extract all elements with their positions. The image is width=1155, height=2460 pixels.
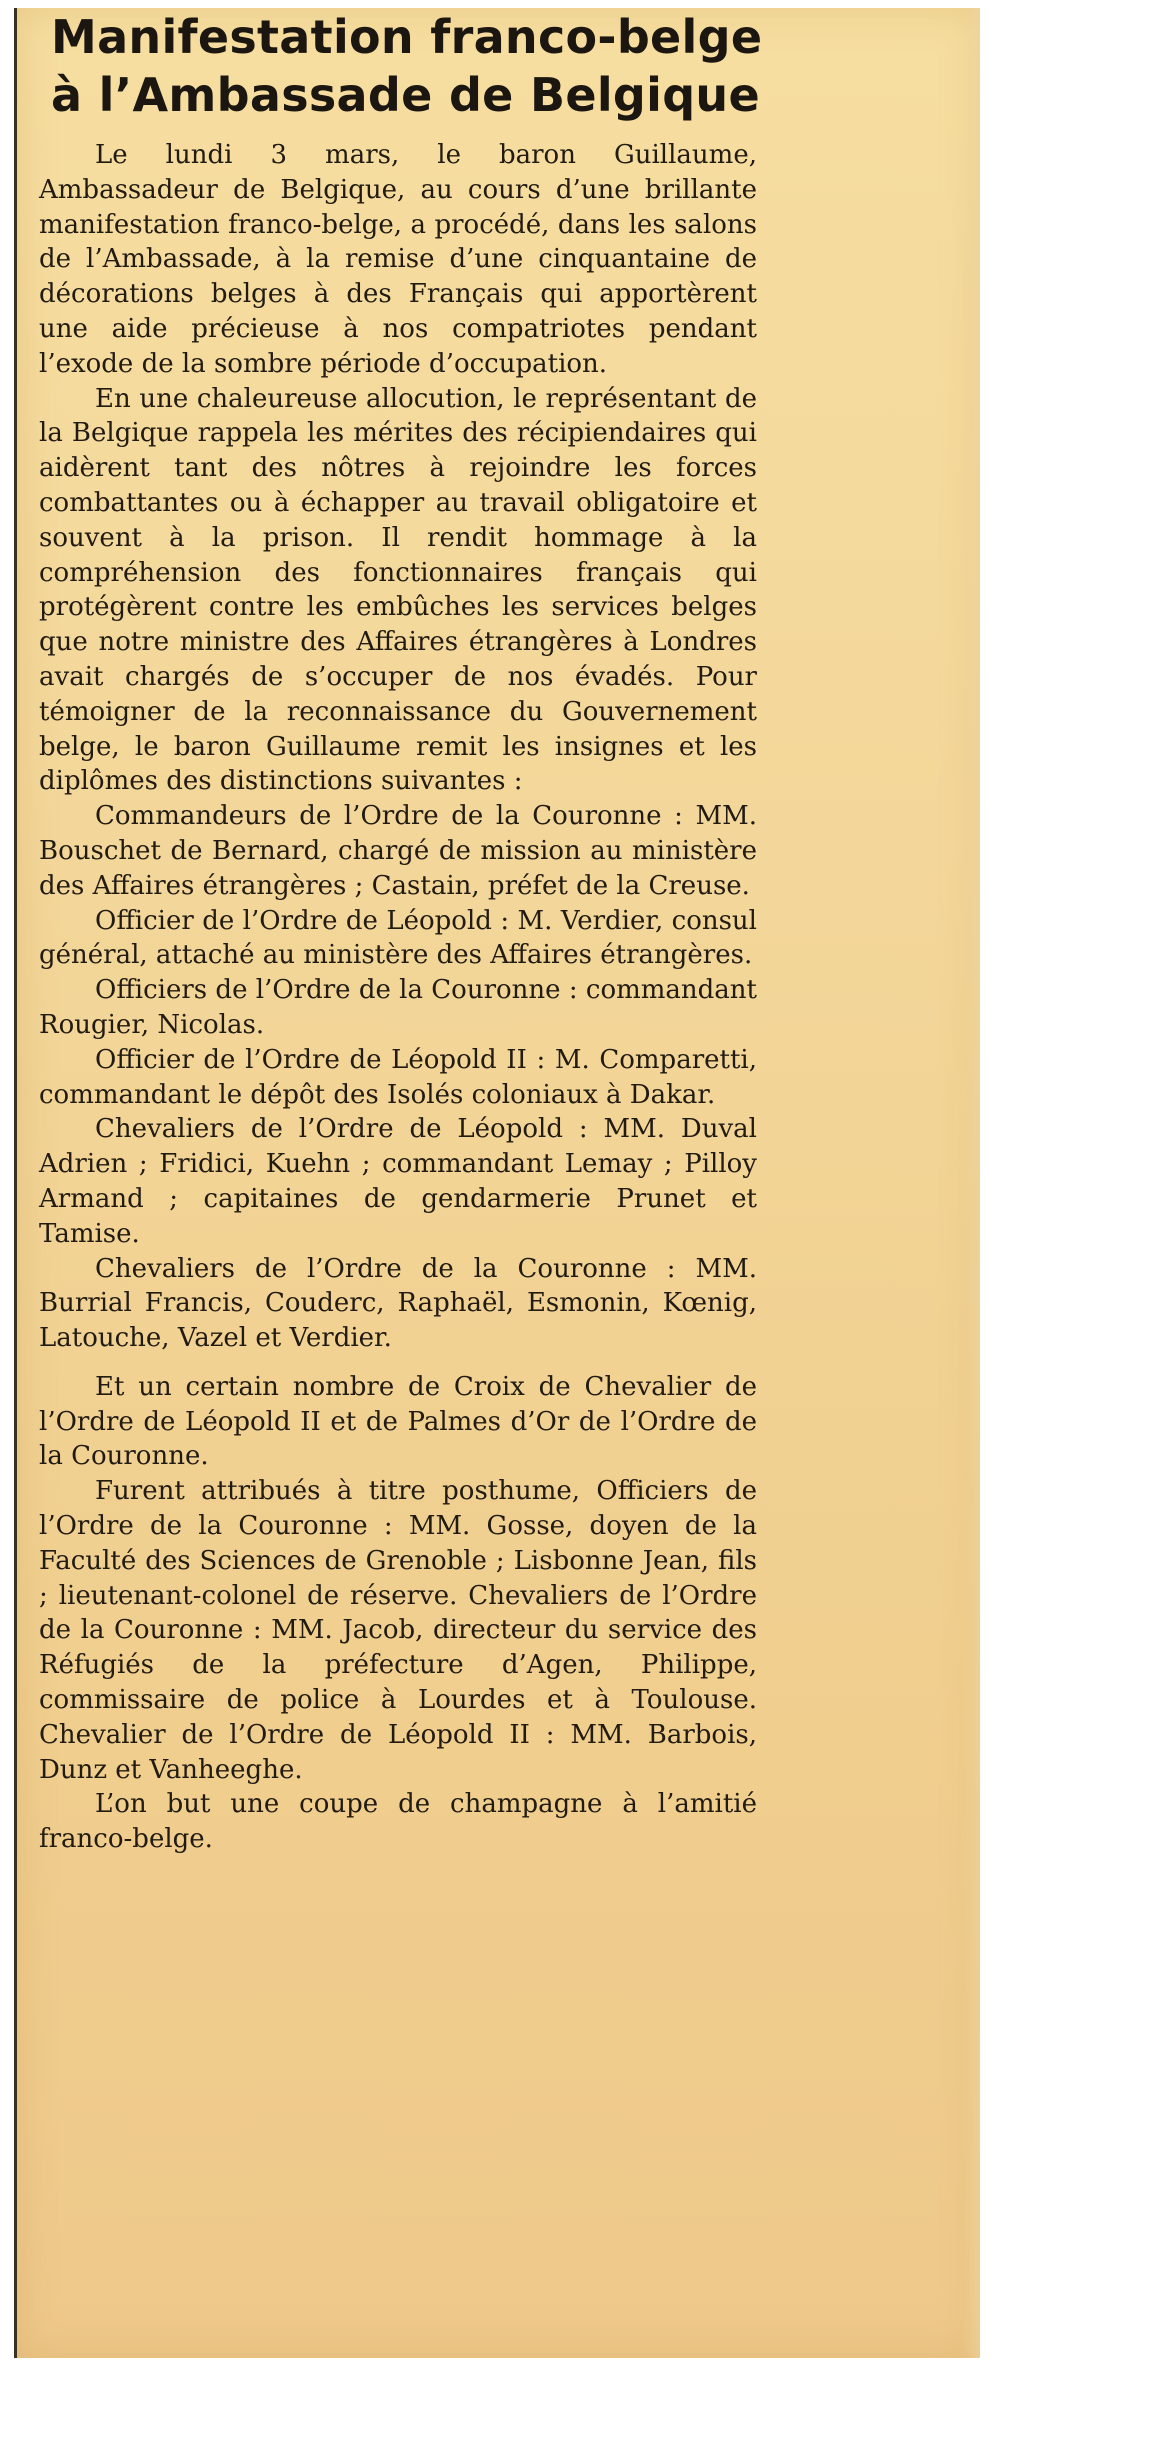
article-paragraph: Commandeurs de l’Ordre de la Couronne : MM. Bouschet de Bernard, chargé de mission au ministère des Affaires étrangères ; Castain, préfet de la Creuse. bbox=[39, 801, 757, 901]
newspaper-clipping bbox=[14, 8, 980, 2358]
article-paragraph: Le lundi 3 mars, le baron Guillaume, Ambassadeur de Belgique, au cours d’une brillante manifestation franco-belge, a procédé, dans les salons de l’Ambassade, à la remise d’une cinquantaine de décorations belges à des Français qui apportèrent une aide précieuse à nos compatriotes pendant l’exode de la sombre période d’occupation. bbox=[39, 140, 757, 379]
article-paragraph: Officiers de l’Ordre de la Couronne : commandant Rougier, Nicolas. bbox=[39, 975, 757, 1040]
article-paragraph: Et un certain nombre de Croix de Chevalier de l’Ordre de Léopold II et de Palmes d’Or de l’Ordre de la Couronne. bbox=[39, 1371, 757, 1472]
headline-line-2: à l’Ambassade de Belgique bbox=[51, 68, 760, 122]
article-headline bbox=[17, 8, 980, 124]
article-paragraph: Officier de l’Ordre de Léopold : M. Verdier, consul général, attaché au ministère des Affaires étrangères. bbox=[39, 905, 757, 971]
article-body bbox=[39, 138, 757, 1857]
article-paragraph: Officier de l’Ordre de Léopold II : M. Comparetti, commandant le dépôt des Isolés coloniaux à Dakar. bbox=[39, 1044, 757, 1110]
headline-line-1: Manifestation franco-belge bbox=[51, 10, 763, 64]
article-paragraph: L’on but une coupe de champagne à l’amitié franco-belge. bbox=[39, 1789, 757, 1855]
article-paragraph: Chevaliers de l’Ordre de Léopold : MM. Duval Adrien ; Fridici, Kuehn ; commandant Lemay ; Pilloy Armand ; capitaines de gendarmerie Prunet et Tamise. bbox=[39, 1114, 757, 1249]
article-paragraph: Furent attribués à titre posthume, Officiers de l’Ordre de la Couronne : MM. Gosse, doyen de la Faculté des Sciences de Grenoble ; Lisbonne Jean, fils ; lieutenant-colonel de réserve. Chevaliers de l’Ordre de la Couronne : MM. Jacob, directeur du service des Réfugiés de la préfecture d’Agen, Philippe, commissaire de police à Lourdes et à Toulouse. Chevalier de l’Ordre de Léopold II : MM. Barbois, Dunz et Vanheeghe. bbox=[39, 1476, 757, 1785]
article-paragraph: En une chaleureuse allocution, le représentant de la Belgique rappela les mérites des récipiendaires qui aidèrent tant des nôtres à rejoindre les forces combattantes ou à échapper au travail obligatoire et souvent à la prison. Il rendit hommage à la compréhension des fonctionnaires français qui protégèrent contre les embûches les services belges que notre ministre des Affaires étrangères à Londres avait chargés de s’occuper de nos évadés. Pour témoigner de la reconnaissance du Gouvernement belge, le baron Guillaume remit les insignes et les diplômes des distinctions suivantes : bbox=[39, 383, 757, 797]
article-paragraph: Chevaliers de l’Ordre de la Couronne : MM. Burrial Francis, Couderc, Raphaël, Esmonin, Kœnig, Latouche, Vazel et Verdier. bbox=[39, 1253, 757, 1354]
